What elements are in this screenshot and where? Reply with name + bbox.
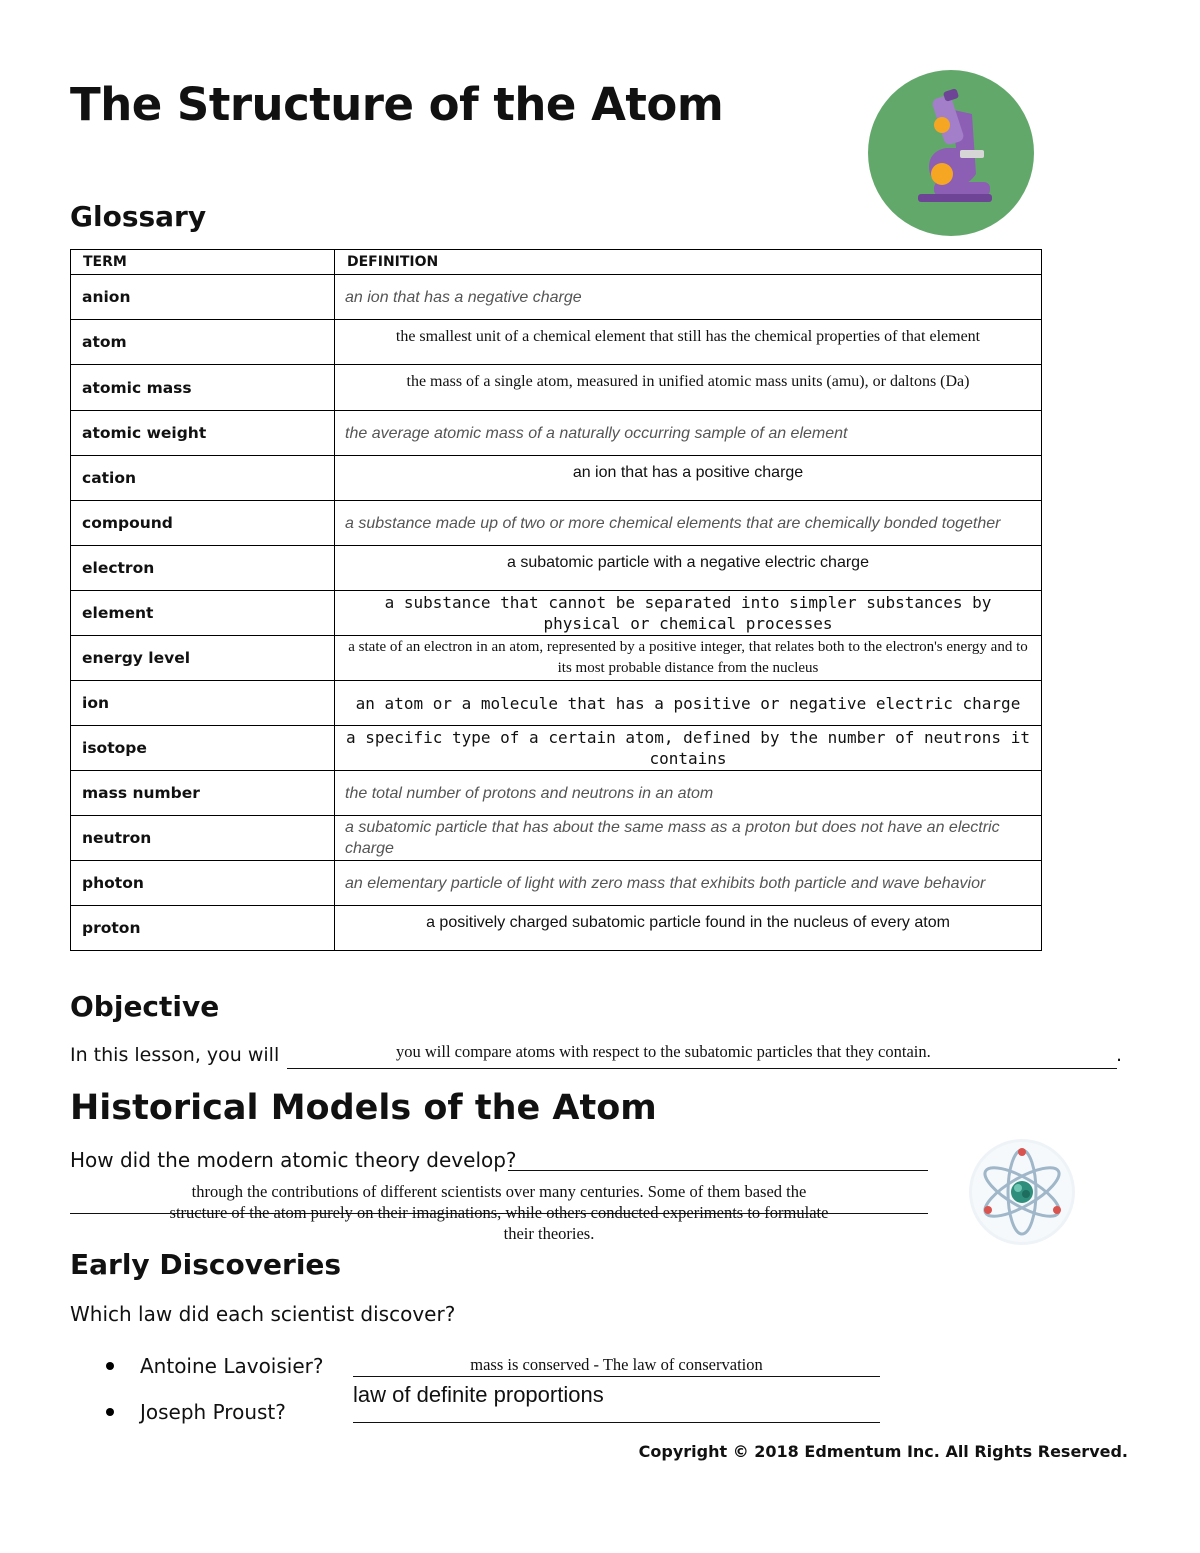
term-cell: atom	[71, 320, 335, 365]
table-row	[71, 591, 1042, 636]
table-row	[71, 546, 1042, 591]
table-row	[71, 501, 1042, 546]
column-header-term: TERM	[71, 250, 335, 275]
scientist-name: Joseph Proust?	[140, 1400, 286, 1424]
objective-prompt: In this lesson, you will	[70, 1044, 280, 1066]
definition-cell: a substance made up of two or more chemical elements that are chemically bonded together	[335, 501, 1042, 546]
early-question: Which law did each scientist discover?	[70, 1302, 456, 1326]
historical-question: How did the modern atomic theory develop?	[70, 1148, 517, 1172]
definition-cell: a specific type of a certain atom, defined by the number of neutrons it contains	[335, 726, 1042, 771]
term-cell: neutron	[71, 816, 335, 861]
definition-cell: the average atomic mass of a naturally occurring sample of an element	[335, 411, 1042, 456]
table-header-row	[71, 250, 1042, 275]
definition-cell: a positively charged subatomic particle found in the nucleus of every atom	[335, 906, 1042, 951]
historical-question-line	[508, 1150, 928, 1171]
page-title: The Structure of the Atom	[70, 78, 724, 131]
term-cell: element	[71, 591, 335, 636]
bullet-icon	[106, 1362, 114, 1370]
definition-cell: an atom or a molecule that has a positive or negative electric charge	[335, 681, 1042, 726]
term-cell: energy level	[71, 636, 335, 681]
column-header-definition: DEFINITION	[335, 250, 1042, 275]
definition-cell: the mass of a single atom, measured in unified atomic mass units (amu), or daltons (Da)	[335, 365, 1042, 411]
term-cell: mass number	[71, 771, 335, 816]
early-heading: Early Discoveries	[70, 1248, 342, 1281]
table-row	[71, 816, 1042, 861]
term-cell: isotope	[71, 726, 335, 771]
definition-cell: a subatomic particle with a negative electric charge	[335, 546, 1042, 591]
term-cell: atomic mass	[71, 365, 335, 411]
term-cell: proton	[71, 906, 335, 951]
scientist-answer: law of definite proportions	[353, 1382, 604, 1407]
objective-period: .	[1116, 1044, 1123, 1066]
table-row	[71, 861, 1042, 906]
term-cell: cation	[71, 456, 335, 501]
glossary-table	[70, 249, 1042, 951]
definition-cell: the total number of protons and neutrons in an atom	[335, 771, 1042, 816]
term-cell: photon	[71, 861, 335, 906]
definition-cell: an ion that has a positive charge	[335, 456, 1042, 501]
term-cell: compound	[71, 501, 335, 546]
table-row	[71, 365, 1042, 411]
term-cell: anion	[71, 275, 335, 320]
definition-cell: a subatomic particle that has about the same mass as a proton but does not have an electric charge	[335, 816, 1042, 861]
term-cell: ion	[71, 681, 335, 726]
historical-heading: Historical Models of the Atom	[70, 1088, 657, 1128]
definition-cell: an ion that has a negative charge	[335, 275, 1042, 320]
table-row	[71, 456, 1042, 501]
atom-icon	[968, 1138, 1076, 1246]
term-cell: atomic weight	[71, 411, 335, 456]
definition-cell: a state of an electron in an atom, represented by a positive integer, that relates both to the electron's energy and to its most probable distance from the nucleus	[335, 636, 1042, 681]
scientist-name: Antoine Lavoisier?	[140, 1354, 324, 1378]
table-row	[71, 771, 1042, 816]
microscope-icon	[868, 70, 1034, 236]
historical-answer-line1: through the contributions of different scientists over many centuries. Some of them based the	[191, 1182, 807, 1201]
historical-answer-line3: their theories.	[503, 1224, 595, 1243]
table-row	[71, 275, 1042, 320]
historical-answer-line2: structure of the atom purely on their imaginations, while others conducted experiments to formulate	[169, 1203, 829, 1222]
glossary-heading: Glossary	[70, 200, 207, 233]
table-row	[71, 636, 1042, 681]
objective-answer: you will compare atoms with respect to the subatomic particles that they contain.	[396, 1042, 931, 1061]
copyright-text: Copyright © 2018 Edmentum Inc. All Rights Reserved.	[638, 1442, 1128, 1461]
scientist-answer: mass is conserved - The law of conservation	[470, 1355, 763, 1374]
table-row	[71, 726, 1042, 771]
term-cell: electron	[71, 546, 335, 591]
definition-cell: a substance that cannot be separated into simpler substances by physical or chemical processes	[335, 591, 1042, 636]
definition-cell: an elementary particle of light with zero mass that exhibits both particle and wave behavior	[335, 861, 1042, 906]
definition-cell: the smallest unit of a chemical element that still has the chemical properties of that element	[335, 320, 1042, 365]
bullet-icon	[106, 1408, 114, 1416]
table-row	[71, 681, 1042, 726]
objective-heading: Objective	[70, 990, 220, 1023]
table-row	[71, 906, 1042, 951]
table-row	[71, 411, 1042, 456]
table-row	[71, 320, 1042, 365]
